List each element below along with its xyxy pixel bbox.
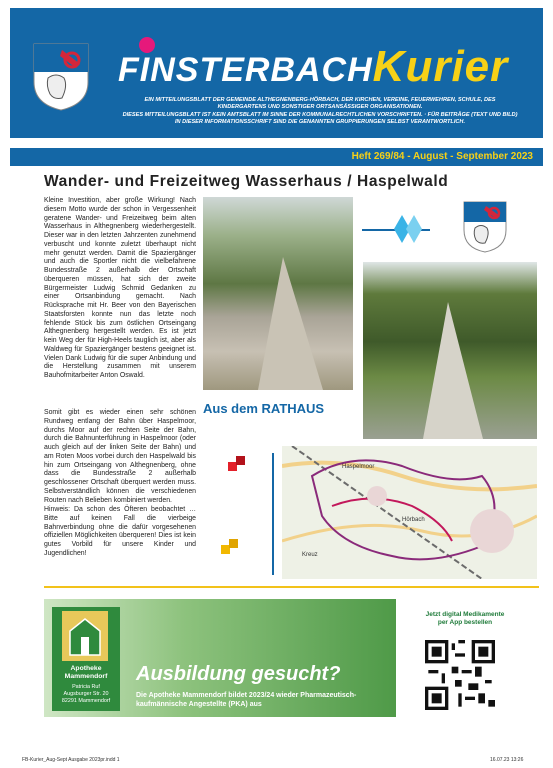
pharmacy-city: 82291 Mammendorf <box>61 697 111 704</box>
forest-path-photo <box>363 262 537 439</box>
masthead-title: FINSTERBACHKurier <box>118 42 509 91</box>
pharmacy-address <box>52 684 120 704</box>
map-label: Kreuz <box>302 552 318 558</box>
article-title: Wander- und Freizeitweg Wasserhaus / Haspelwald <box>44 173 449 190</box>
masthead-subtitle-1: EIN MITTEILUNGSBLATT DER GEMEINDE ALTHEGNENBERG-HÖRBACH, DER KIRCHEN, VEREINE, FEUERWEHREN, SCHULE, DES KINDERGARTENS UND SONSTIGER ORTSANSÄSSIGER ORGANISATIONEN. <box>144 97 496 111</box>
app-order-note: Jetzt digital Medikamente per App bestellen <box>425 611 505 626</box>
print-timestamp: 16.07.23 13:26 <box>490 757 524 763</box>
coat-of-arms-small-icon <box>462 200 508 254</box>
pharmacy-name: Apotheke Mammendorf <box>64 665 108 680</box>
issue-number: Heft 269/84 - August - September 2023 <box>351 151 533 162</box>
masthead-subtitle-2: DIESES MITTEILUNGSBLATT IST KEIN AMTSBLATT IM SINNE DER KOMMUNALRECHTLICHEN VORSCHRIFTEN. · FÜR BEITRÄGE (TEXT UND BILD) IN DIESER INFORMATIONSSCHRIFT SIND DIE GENANNTEN GRUPPIERUNGEN SELBST VERANTWORTLICH. <box>122 112 518 126</box>
map-label: Hörbach <box>402 517 425 523</box>
divider <box>44 586 539 588</box>
map-label: Haspelmoor <box>342 464 375 470</box>
ad-body: Die Apotheke Mammendorf bildet 2023/24 wieder Pharmazeutisch-kaufmännische Angestellte (PKA) aus <box>136 692 357 708</box>
gravel-path-photo <box>203 197 353 390</box>
yellow-squares-ornament-icon <box>219 537 241 559</box>
section-label: Aus dem RATHAUS <box>203 401 325 416</box>
red-squares-ornament-icon <box>226 454 248 476</box>
pharmacy-contact-name: Patricia Ruf <box>72 684 100 690</box>
pharmacy-street: Augsburger Str. 20 <box>63 690 109 697</box>
print-file-label: FB-Kurier_Aug-Sept Ausgabe 2023pr.indd 1 <box>22 757 120 763</box>
diamond-ornament-icon <box>392 211 430 247</box>
ad-headline: Ausbildung gesucht? <box>136 663 341 685</box>
article-paragraph-1: Kleine Investition, aber große Wirkung! Nach diesem Motto wurde der schon in Vergessenheit geratene Wander- und Freizeitweg beim alten Wasserhaus in Althegnenberg wiederhergestellt. Dieser war in den letzten Jahrzenten zunehmend verbuscht und konnte zuletzt überhaupt nicht mehr genutzt werden. Damit die Spaziergänger und auch die Sportler nicht die vielbefahrene Bundesstraße 2 außerhalb der Ortschaft überqueren müssen, hat sich der zweite Bürgermeister Ludwig Schmid Gedanken zu einer Ortsanbindung gemacht. Nach Rücksprache mit Hr. Beer von den Bayerischen Staatsforsten konnte nun das letzte noch fehlende Stück bis zum östlichen Ortseingang Althegnenberg hergestellt werden. Es ist jetzt kein Weg der für High-Heels tauglich ist, aber als Waldweg für Spaziergänger bestens geeignet ist. Vielen Dank Ludwig für die super Anbindung und die Herstellung zusammen mit unserem Bauhofmitarbeiter Anton Oswald. <box>44 197 196 379</box>
pharmacy-logo-icon <box>62 611 108 661</box>
qr-code-icon[interactable] <box>425 640 495 710</box>
route-map <box>282 446 537 579</box>
article-paragraph-3: Hinweis: Da schon des Öfteren beobachtet … Bitte auf keinen Fall die vierbeige Bahnverbindung ohne die dafür vorgesehenen offiziellen Möglichkeiten überqueren! Dies ist kein gutes Vorbild für unsere Kinder und Jugendlichen! <box>44 506 196 557</box>
decorative-vertical-line <box>272 453 274 575</box>
article-paragraph-2: Somit gibt es wieder einen sehr schönen Rundweg entlang der Bahn über Haspelmoor, durchs Moor auf der rechten Seite der Bahn, durch die Bahnunterführung in Haspelmoor (oder auch gleich auf der linken Seite der Bahn) und am Roten Moos vorbei durch den Haspelwald bis hin zum Ortseingang von Althegnenberg, ohne dass die Bundesstraße 2 außerhalb geschlossener Ortschaft überquert werden muss. Selbstverständlich können die verschiedenen Routen nach Belieben kombiniert werden. <box>44 409 196 504</box>
coat-of-arms-icon <box>32 42 90 112</box>
